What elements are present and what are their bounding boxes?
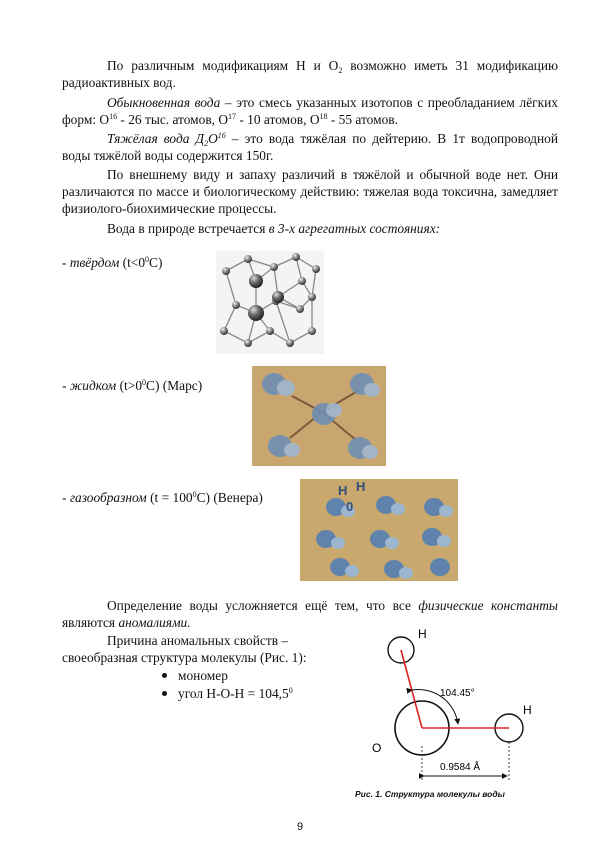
bullet-angle: угол $H-O-H = 104,5^0$ [162,686,293,702]
label-o: O [372,741,382,755]
paragraph-ordinary-water: Обыкновенная вода – это смесь указанных изотопов с преобладанием лёгких форм: $O^{16} - 26$ тыс. атомов, $O^{17} - 10$ атомов, $O^{18} - 55$ атомов. [62,95,559,127]
figure-caption: Рис. 1. Структура молекулы воды [355,789,505,799]
svg-text:H: H [338,483,348,498]
angle-label: 104.45° [440,688,475,699]
paragraph-states-intro: Вода в природе встречается в 3-х агрегатных состояниях: [107,221,441,236]
ice-crystal-lattice-image [216,251,324,354]
paragraph-heavy-water: Тяжёлая вода $Д_2O^{16}$ – это вода тяжёлая по дейтерию. В 1т водопроводной воды тяжёлой воды содержится 150г. [62,131,558,163]
paragraph-anomalies: Определение воды усложняется ещё тем, что все физические константы являются аномалиями. [62,598,559,630]
paragraph-isotope-modifications: По различным модификациям H и $O_2$ возможно иметь 31 модификацию радиоактивных вод. [62,58,558,90]
liquid-water-molecules-image [252,366,386,466]
water-vapor-molecules-image [300,479,458,581]
state-solid: - твёрдом $(t<0^0C)$ [62,255,163,270]
water-molecule-diagram [360,620,550,790]
label-h-top: H [418,627,427,641]
state-gas: - газообразном $(t = 100^0C)$ (Венера) [62,490,263,505]
paragraph-structure-cause: Причина аномальных свойств – своеобразная структура молекулы (Рис. 1): [62,633,307,665]
bullet-dot [162,673,167,678]
state-liquid: - жидком $(t>0^0C)$ (Марс) [62,378,203,393]
bullet-dot [162,691,167,696]
page-number: 9 [296,821,304,833]
bond-length-label: 0.9584 Å [440,762,481,773]
svg-text:H: H [356,479,366,494]
paragraph-differences: По внешнему виду и запаху различий в тяжёлой и обычной воде нет. Они различаются по массе и биологическому действию: тяжелая вода токсична, замедляет физиолого-биохимические процессы. [62,167,558,216]
bullet-monomer: мономер [162,668,228,684]
label-h-right: H [523,703,532,717]
svg-text:0: 0 [346,499,354,514]
